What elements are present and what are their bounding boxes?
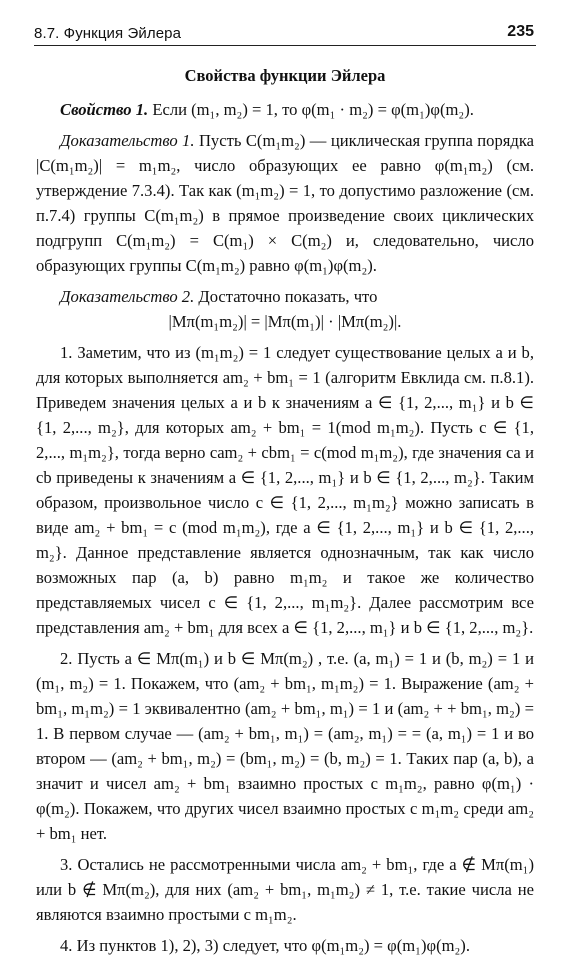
proof-2-intro (36, 284, 534, 309)
step-2: 2. Пусть a ∈ Mπ(m₁) и b ∈ Mπ(m₂) , т.е. (a, m₁) = 1 и (b, m₂) = 1 и (m₁, m₂) = 1. Покажем, что (am₂ + bm₁, m₁m₂) = 1. Выражение (am₂ + bm₁, m₁m₂) = 1 эквивалентно (am₂ + bm₁, m₁) = 1 и (am₂ + + bm₁, m₂) = 1. В первом случае — (am₂ + bm₁, m₁) = (am₂, m₁) = = (a, m₁) = 1 и во втором — (am₂ + bm₁, m₂) = (bm₁, m₂) = (b, m₂) = 1. Таких пар (a, b), а значит и чисел am₂ + bm₁ взаимно простых с m₁m₂, равно φ(m₁) · φ(m₂). Покажем, что других чисел взаимно простых с m₁m₂ среди am₂ + bm₁ нет. (36, 649, 534, 843)
property-statement (36, 97, 534, 122)
proof-1 (36, 128, 534, 278)
proof-2-lead: Доказательство 2. (60, 287, 195, 306)
step-1: 1. Заметим, что из (m₁m₂) = 1 следует существование целых a и b, для которых выполняется am₂ + bm₁ = 1 (алгоритм Евклида см. п.8.1). Приведем значения целых a и b к значениям a ∈ {1, 2,..., m₁} и b ∈ {1, 2,..., m₂}, для которых am₂ + bm₁ = 1(mod m₁m₂). Пусть c ∈ {1, 2,..., m₁m₂}, тогда верно cam₂ + cbm₁ = c(mod m₁m₂), где значения ca и cb приведены к значениям a ∈ {1, 2,..., m₁} и b ∈ {1, 2,..., m₂}. Таким образом, произвольное число c ∈ {1, 2,..., m₁m₂} можно записать в виде am₂ + bm₁ = c (mod m₁m₂), где a ∈ {1, 2,..., m₁} и b ∈ {1, 2,..., m₂}. Данное представление является однозначным, так как число возможных пар (a, b) равно m₁m₂ и такое же количество представляемых чисел c ∈ {1, 2,..., m₁m₂}. Далее рассмотрим все представления am₂ + bm₁ для всех a ∈ {1, 2,..., m₁} и b ∈ {1, 2,..., m₂}. (36, 343, 534, 637)
proof-1-lead: Доказательство 1. (60, 131, 195, 150)
page-body (36, 63, 534, 958)
proof-1-text: Пусть C(m₁m₂) — циклическая группа порядка |C(m₁m₂)| = m₁m₂, число образующих ее равно φ(m₁m₂) (см. утверждение 7.3.4). Так как (m₁m₂) = 1, то допустимо разложение (см. п.7.4) группы C(m₁m₂) в прямое произведение своих циклических подгрупп C(m₁m₂) = C(m₁) × C(m₂) и, следовательно, число образующих группы C(m₁m₂) равно φ(m₁)φ(m₂). (36, 131, 534, 275)
section-title: Свойства функции Эйлера (184, 66, 386, 85)
page-number: 235 (507, 23, 534, 40)
proof-2-text: Достаточно показать, что (198, 287, 378, 306)
property-text: Если (m₁, m₂) = 1, то φ(m₁ · m₂) = φ(m₁)φ(m₂). (152, 100, 474, 119)
property-lead: Свойство 1. (60, 100, 149, 119)
step-3: 3. Остались не рассмотренными числа am₂ + bm₁, где a ∉ Mπ(m₁) или b ∉ Mπ(m₂), для них (am₂ + bm₁, m₁m₂) ≠ 1, т.е. такие числа не являются взаимно простыми с m₁m₂. (36, 855, 534, 924)
chapter-title: 8.7. Функция Эйлера (34, 25, 182, 42)
running-header (34, 23, 536, 46)
step-4: 4. Из пунктов 1), 2), 3) следует, что φ(m₁m₂) = φ(m₁)φ(m₂). (60, 936, 470, 955)
display-formula: |Mπ(m₁m₂)| = |Mπ(m₁)| · |Mπ(m₂)|. (168, 312, 402, 331)
